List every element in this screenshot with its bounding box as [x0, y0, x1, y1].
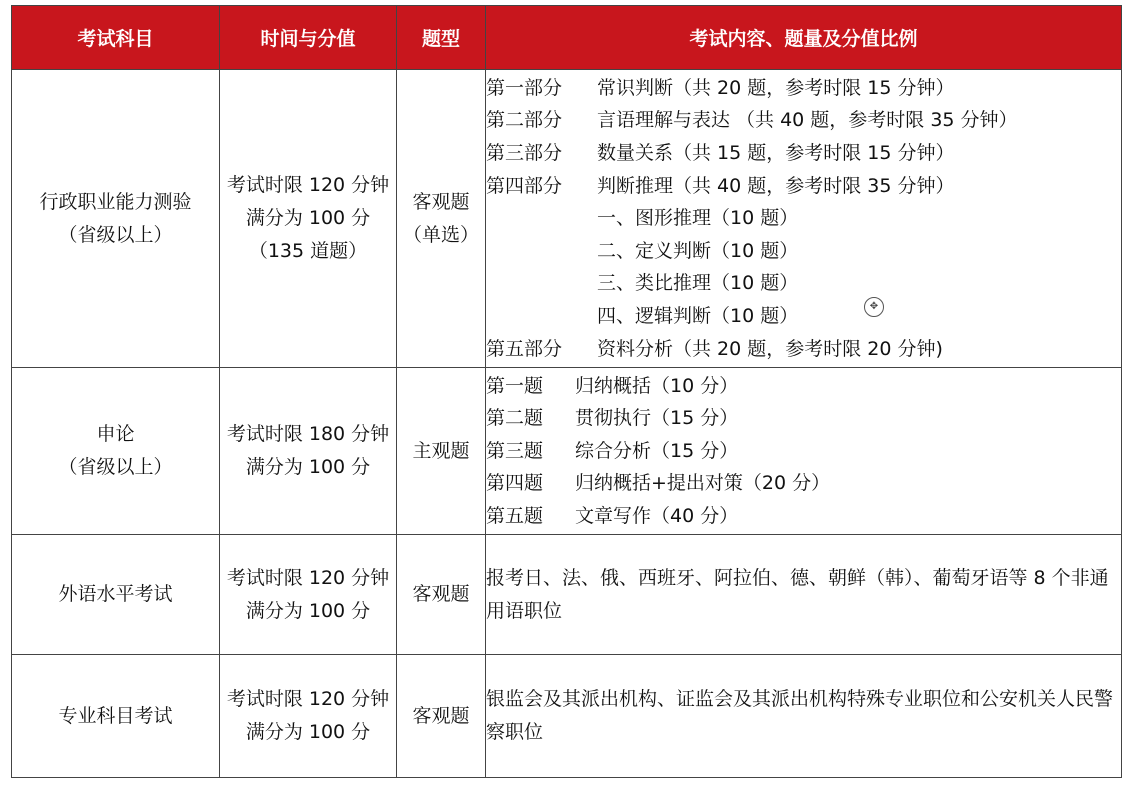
content-line — [486, 402, 1121, 435]
content-line — [486, 500, 1121, 533]
header-content: 考试内容、题量及分值比例 — [486, 6, 1122, 70]
type-cell — [397, 70, 486, 368]
subject-name: 专业科目考试 — [58, 704, 173, 727]
type-cell — [397, 535, 486, 655]
table-row-xingce — [12, 70, 1122, 368]
content-line — [486, 104, 1121, 137]
subject-cell — [12, 70, 220, 368]
content-line — [486, 72, 1121, 105]
question-type: 客观题 — [412, 190, 470, 213]
content-cell — [486, 655, 1122, 778]
header-subject: 考试科目 — [12, 6, 220, 70]
full-score: 满分为 100 分 — [245, 721, 371, 743]
content-cell — [486, 70, 1122, 368]
content-subline: 二、定义判断（10 题） — [597, 239, 799, 262]
header-time-score: 时间与分值 — [220, 6, 397, 70]
subject-level: （省级以上） — [58, 456, 173, 478]
subject-name: 外语水平考试 — [58, 583, 173, 605]
part-label: 第四题 — [486, 472, 544, 495]
part-text: 贯彻执行（15 分） — [575, 407, 739, 430]
part-text: 常识判断（共 20 题，参考时限 15 分钟） — [597, 76, 955, 99]
part-text: 判断推理（共 40 题，参考时限 35 分钟） — [597, 174, 955, 197]
table-row-professional — [12, 655, 1122, 778]
part-label: 第三部分 — [486, 142, 563, 165]
question-type: 客观题 — [412, 704, 470, 727]
question-type: 主观题 — [412, 439, 470, 462]
content-line — [486, 137, 1121, 170]
move-arrows-icon[interactable]: ✥ — [864, 297, 884, 317]
full-score: 满分为 100 分 — [245, 599, 371, 622]
part-text: 归纳概括（10 分） — [575, 374, 739, 397]
part-label: 第一题 — [486, 374, 544, 397]
part-text: 言语理解与表达 （共 40 题，参考时限 35 分钟） — [597, 109, 1018, 132]
header-type: 题型 — [397, 6, 486, 70]
full-score: 满分为 100 分 — [245, 207, 371, 229]
type-cell — [397, 655, 486, 778]
content-line — [486, 370, 1121, 403]
time-limit: 考试时限 120 分钟 — [226, 566, 390, 589]
part-text: 文章写作（40 分） — [575, 504, 739, 527]
content-line — [486, 170, 1121, 203]
part-text: 数量关系（共 15 题，参考时限 15 分钟） — [597, 142, 955, 165]
table-row-shenlun — [12, 368, 1122, 535]
time-score-cell — [220, 70, 397, 368]
part-label: 第四部分 — [486, 174, 563, 197]
content-line — [486, 467, 1121, 500]
content-subline: 三、类比推理（10 题） — [597, 272, 799, 295]
content-subline: 一、图形推理（10 题） — [597, 207, 799, 230]
table-row-foreign-language — [12, 535, 1122, 655]
time-score-cell — [220, 655, 397, 778]
time-score-cell — [220, 535, 397, 655]
content-text: 报考日、法、俄、西班牙、阿拉伯、德、朝鲜（韩）、葡萄牙语等 8 个非通用语职位 — [486, 566, 1109, 622]
content-line — [486, 435, 1121, 468]
subject-cell — [12, 655, 220, 778]
time-limit: 考试时限 120 分钟 — [226, 174, 390, 196]
time-score-cell — [220, 368, 397, 535]
part-label: 第三题 — [486, 439, 544, 462]
part-label: 第二部分 — [486, 109, 563, 132]
content-line — [486, 333, 1121, 366]
part-text: 归纳概括+提出对策（20 分） — [575, 472, 831, 495]
question-subtype: （单选） — [402, 223, 479, 246]
part-label: 第五题 — [486, 504, 544, 527]
subject-name: 行政职业能力测验 — [39, 190, 192, 213]
table-header-row — [12, 6, 1122, 70]
subject-cell — [12, 535, 220, 655]
question-type: 客观题 — [412, 583, 470, 605]
subject-level: （省级以上） — [58, 223, 173, 246]
time-limit: 考试时限 180 分钟 — [226, 423, 390, 445]
time-limit: 考试时限 120 分钟 — [226, 688, 390, 710]
content-text: 银监会及其派出机构、证监会及其派出机构特殊专业职位和公安机关人民警察职位 — [486, 688, 1114, 743]
subject-name: 申论 — [96, 423, 135, 445]
part-text: 综合分析（15 分） — [575, 439, 739, 462]
part-label: 第二题 — [486, 407, 544, 430]
content-cell — [486, 368, 1122, 535]
content-cell — [486, 535, 1122, 655]
part-label: 第一部分 — [486, 76, 563, 99]
type-cell — [397, 368, 486, 535]
full-score: 满分为 100 分 — [245, 456, 371, 478]
part-text: 资料分析（共 20 题，参考时限 20 分钟) — [597, 337, 943, 360]
part-label: 第五部分 — [486, 337, 563, 360]
subject-cell — [12, 368, 220, 535]
question-count: （135 道题） — [248, 240, 368, 262]
exam-table — [11, 5, 1122, 778]
content-subline: 四、逻辑判断（10 题） — [597, 304, 799, 327]
